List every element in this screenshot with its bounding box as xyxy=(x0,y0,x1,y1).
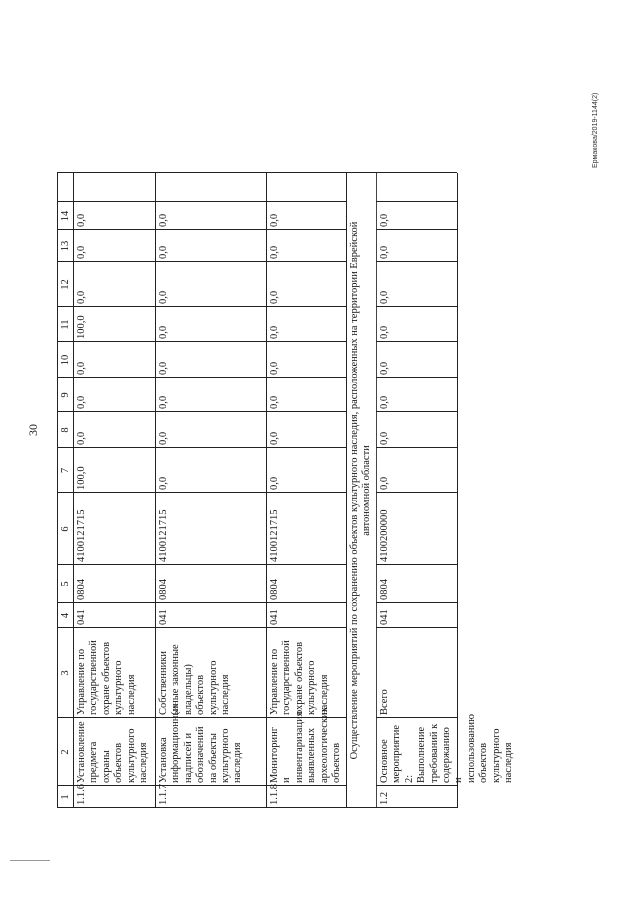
column-header-3: 3 xyxy=(60,670,71,676)
table-cell-c7: 0,0 xyxy=(158,476,169,490)
table-cell-c4: 041 xyxy=(379,609,390,625)
table-cell-c13: 0,0 xyxy=(379,245,390,259)
table-rule xyxy=(457,173,458,808)
table-cell-c6: 4100121715 xyxy=(269,509,280,562)
table-cell-c13: 0,0 xyxy=(76,245,87,259)
table-cell-c4: 041 xyxy=(76,609,87,625)
table-cell-c14: 0,0 xyxy=(379,213,390,227)
table-cell-c12: 0,0 xyxy=(269,290,280,304)
column-header-9: 9 xyxy=(60,392,71,398)
column-header-5: 5 xyxy=(60,581,71,587)
table-cell-c10: 0,0 xyxy=(76,361,87,375)
table-cell-c6: 4100200000 xyxy=(379,509,390,562)
column-header-13: 13 xyxy=(60,240,71,252)
table-cell-c1: 1.1.8 xyxy=(269,784,280,805)
table-cell-c9: 0,0 xyxy=(379,395,390,409)
table-cell-c14: 0,0 xyxy=(158,213,169,227)
table-cell-c3: Всего xyxy=(379,689,390,715)
table-cell-c13: 0,0 xyxy=(158,245,169,259)
column-header-10: 10 xyxy=(60,354,71,366)
column-header-11: 11 xyxy=(60,319,71,330)
column-header-14: 14 xyxy=(60,210,71,222)
table-rule xyxy=(346,807,376,808)
table-cell-c3: Собственники (иные законные владельцы) объектов культурного наследия xyxy=(158,644,232,715)
column-header-4: 4 xyxy=(60,612,71,619)
table-cell-c12: 0,0 xyxy=(76,290,87,304)
table-rotated xyxy=(57,48,557,808)
table-cell-c9: 0,0 xyxy=(269,395,280,409)
table-cell-c12: 0,0 xyxy=(158,290,169,304)
table-cell-c2: Установление предмета охраны объектов культурного наследия xyxy=(76,721,150,783)
table-cell-c7: 100,0 xyxy=(76,466,87,490)
column-header-12: 12 xyxy=(60,279,71,290)
table-cell-c13: 0,0 xyxy=(269,245,280,259)
column-header-1: 1 xyxy=(60,794,71,800)
table-cell-c11: 0,0 xyxy=(158,325,169,339)
table-cell-c9: 0,0 xyxy=(76,395,87,409)
table-cell-c4: 041 xyxy=(158,609,169,625)
table-cell-c5: 0804 xyxy=(269,579,280,600)
table-cell-c1: 1.2 xyxy=(379,791,390,805)
table-cell-c7: 0,0 xyxy=(269,476,280,490)
page-number: 30 xyxy=(26,424,40,436)
table-cell-c2: Основное мероприятие 2: Выполнение требований к содержанию и использованию объектов культурного наследия xyxy=(379,714,515,783)
table-cell-c3: Управление по государственной охране объектов культурного наследия xyxy=(76,640,137,715)
divider xyxy=(10,860,50,861)
column-header-8: 8 xyxy=(60,427,71,433)
table-rule xyxy=(346,173,347,808)
table-cell-c8: 0,0 xyxy=(158,431,169,445)
table-cell-c8: 0,0 xyxy=(76,431,87,445)
table-cell-c14: 0,0 xyxy=(76,213,87,227)
table-cell-c11: 0,0 xyxy=(269,325,280,339)
table-cell-c10: 0,0 xyxy=(158,361,169,375)
table-cell-c6: 4100121715 xyxy=(76,509,87,562)
section-title: Осуществление мероприятий по сохранению объектов культурного наследия, расположенных на территории Еврейской автономной области xyxy=(349,221,373,760)
table-cell-c11: 100,0 xyxy=(76,315,87,339)
table-cell-c9: 0,0 xyxy=(158,395,169,409)
table-cell-c3: Управление по государственной охране объектов культурного наследия xyxy=(269,640,330,715)
table-cell-c5: 0804 xyxy=(379,579,390,600)
table-rule xyxy=(346,172,376,173)
table-cell-c5: 0804 xyxy=(76,579,87,600)
table-cell-c6: 4100121715 xyxy=(158,509,169,562)
table-cell-c4: 041 xyxy=(269,609,280,625)
table-cell-c14: 0,0 xyxy=(269,213,280,227)
table-cell-c8: 0,0 xyxy=(379,431,390,445)
table-cell-c1: 1.1.7 xyxy=(158,784,169,805)
table-cell-c11: 0,0 xyxy=(379,325,390,339)
table-cell-c7: 0,0 xyxy=(379,476,390,490)
table-rule xyxy=(57,172,346,173)
column-header-6: 6 xyxy=(60,526,71,532)
table-cell-c10: 0,0 xyxy=(269,361,280,375)
table-cell-c2: Установка информационных надписей и обозначений на объекты культурного наследия xyxy=(158,703,244,783)
document-stamp: Ермакова/2019-1144(2) xyxy=(592,92,599,168)
table-cell-c12: 0,0 xyxy=(379,290,390,304)
table-cell-c5: 0804 xyxy=(158,579,169,600)
table-cell-c2: Мониторинг и инвентаризация выявленных археологических объектов xyxy=(269,707,343,783)
table-cell-c1: 1.1.6 xyxy=(76,784,87,805)
table-cell-c10: 0,0 xyxy=(379,361,390,375)
column-header-2: 2 xyxy=(60,749,71,755)
table-rule xyxy=(376,172,457,173)
column-header-7: 7 xyxy=(60,467,71,474)
table-cell-c8: 0,0 xyxy=(269,431,280,445)
